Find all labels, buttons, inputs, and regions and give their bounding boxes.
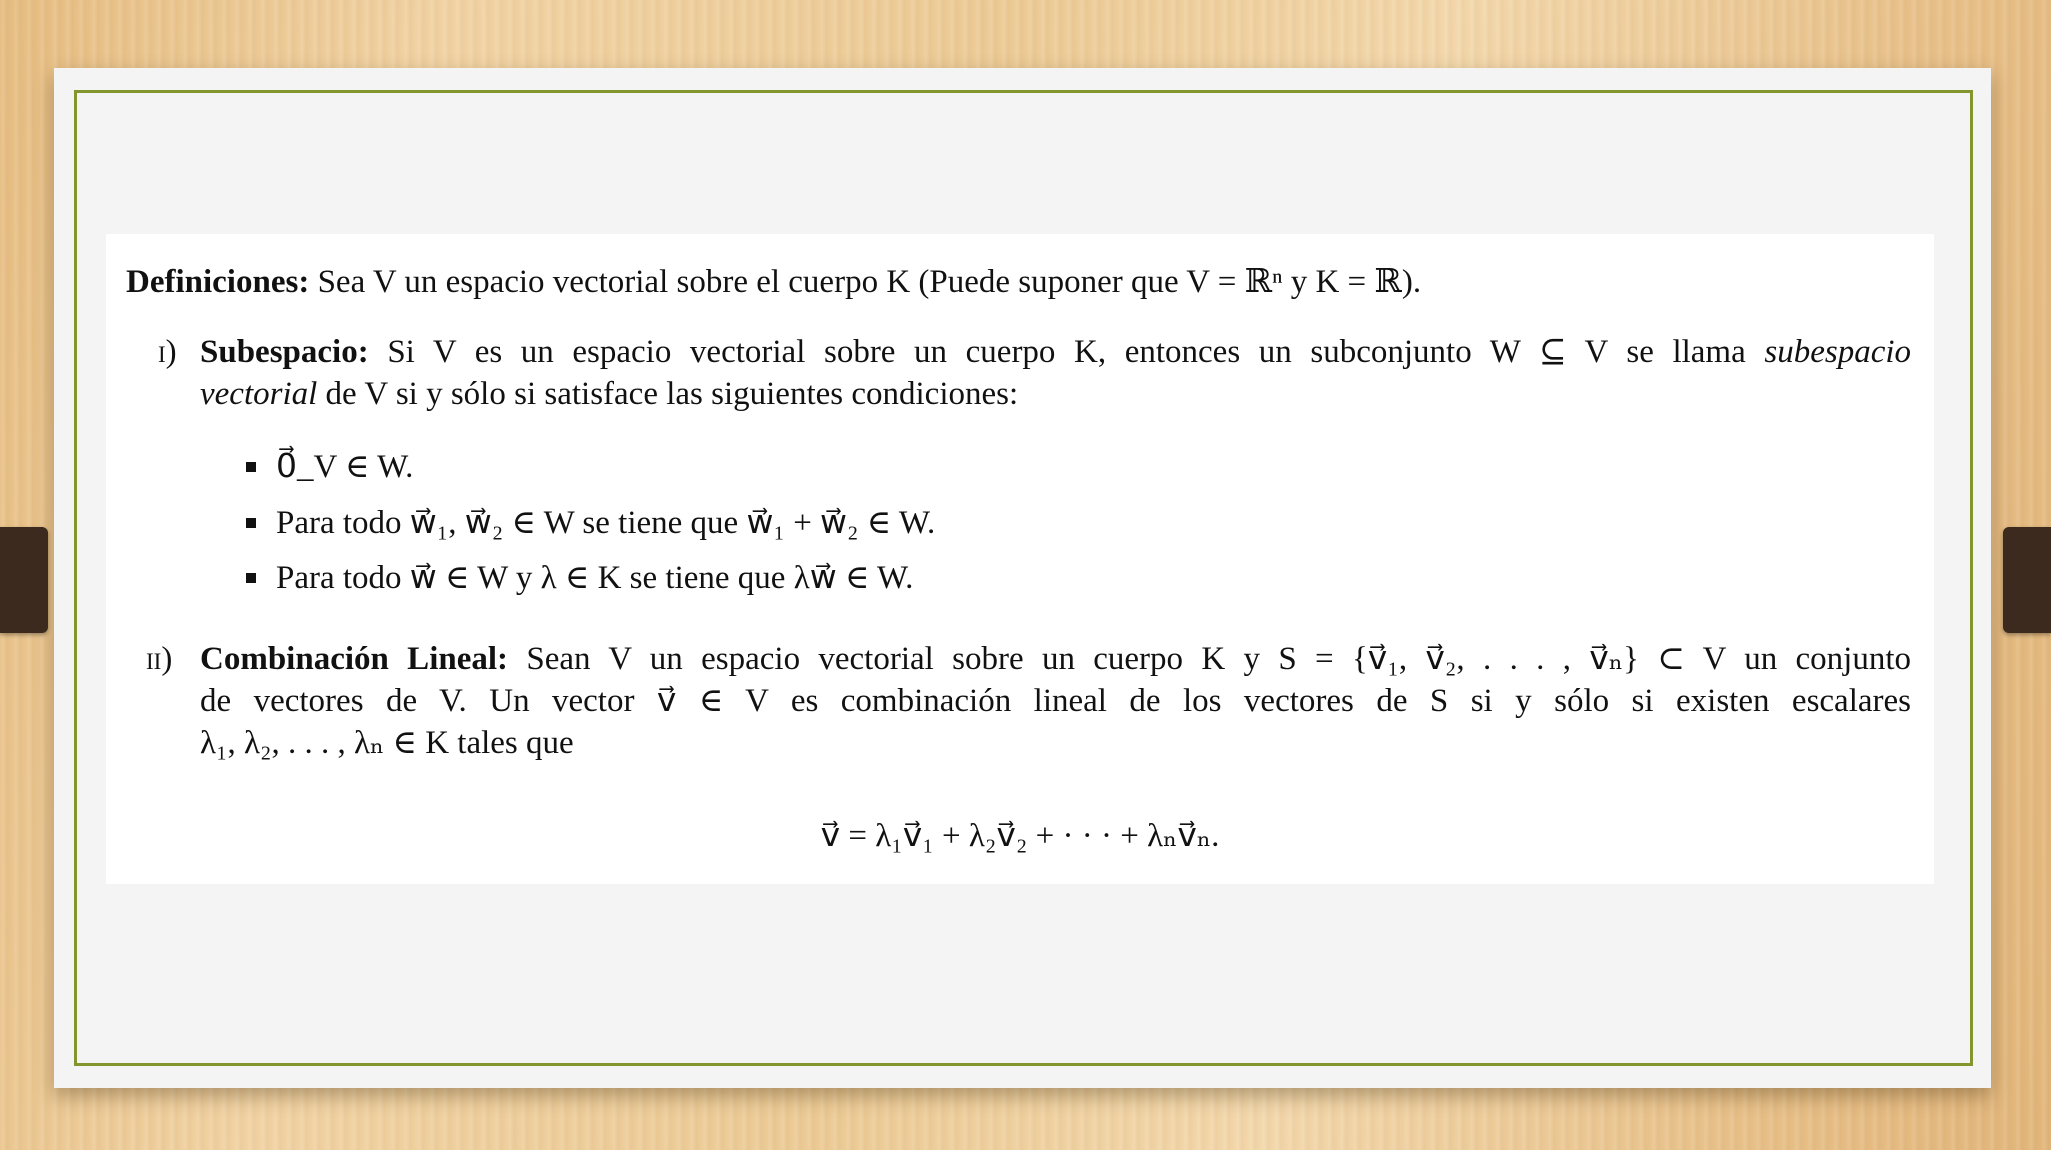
condition-bullet-2 (246, 518, 256, 528)
combinacion-line-3: λ₁, λ₂, . . . , λₙ ∈ K tales que (200, 725, 574, 761)
combinacion-heading: Combinación Lineal: (200, 641, 509, 677)
subespacio-line-1 (200, 332, 1911, 372)
subespacio-line-2 (200, 374, 1018, 414)
subespacio-term-italic: subespacio (1764, 334, 1912, 370)
intro-text: Sea V un espacio vectorial sobre el cuerpo K (Puede suponer que V = ℝⁿ y K = ℝ). (317, 264, 1422, 300)
combinacion-line-2: de vectores de V. Un vector v⃗ ∈ V es combinación lineal de los vectores de S si y sólo si existen escalares (200, 683, 1911, 719)
left-binder-clip (0, 527, 48, 633)
linear-combination-equation: v⃗ = λ₁v⃗₁ + λ₂v⃗₂ + · · · + λₙv⃗ₙ. (820, 818, 1220, 854)
subespacio-line-2-text: de V si y sólo si satisface las siguientes condiciones: (325, 376, 1019, 412)
vectorial-term-italic: vectorial (200, 376, 318, 412)
condition-bullet-3 (246, 573, 256, 583)
condition-zero-vector: 0⃗_V ∈ W. (276, 449, 414, 485)
condition-scalar-closure: Para todo w⃗ ∈ W y λ ∈ K se tiene que λw⃗ ∈ W. (276, 560, 914, 596)
condition-bullet-1 (246, 462, 256, 472)
condition-sum-closure: Para todo w⃗₁, w⃗₂ ∈ W se tiene que w⃗₁ + w⃗₂ ∈ W. (276, 505, 936, 541)
right-binder-clip (2003, 527, 2051, 633)
intro-line (126, 262, 1421, 302)
combinacion-line-1-text: Sean V un espacio vectorial sobre un cuerpo K y S = {v⃗₁, v⃗₂, . . . , v⃗ₙ} ⊂ V un conjunto (526, 641, 1912, 677)
combinacion-line-1 (200, 639, 1911, 679)
intro-heading: Definiciones: (126, 264, 310, 300)
item-marker-ii: ii) (146, 641, 173, 677)
definitions-panel (106, 234, 1934, 884)
item-marker-i: i) (158, 334, 177, 370)
subespacio-line-1-text: Si V es un espacio vectorial sobre un cuerpo K, entonces un subconjunto W ⊆ V se llama (387, 334, 1746, 370)
subespacio-heading: Subespacio: (200, 334, 369, 370)
